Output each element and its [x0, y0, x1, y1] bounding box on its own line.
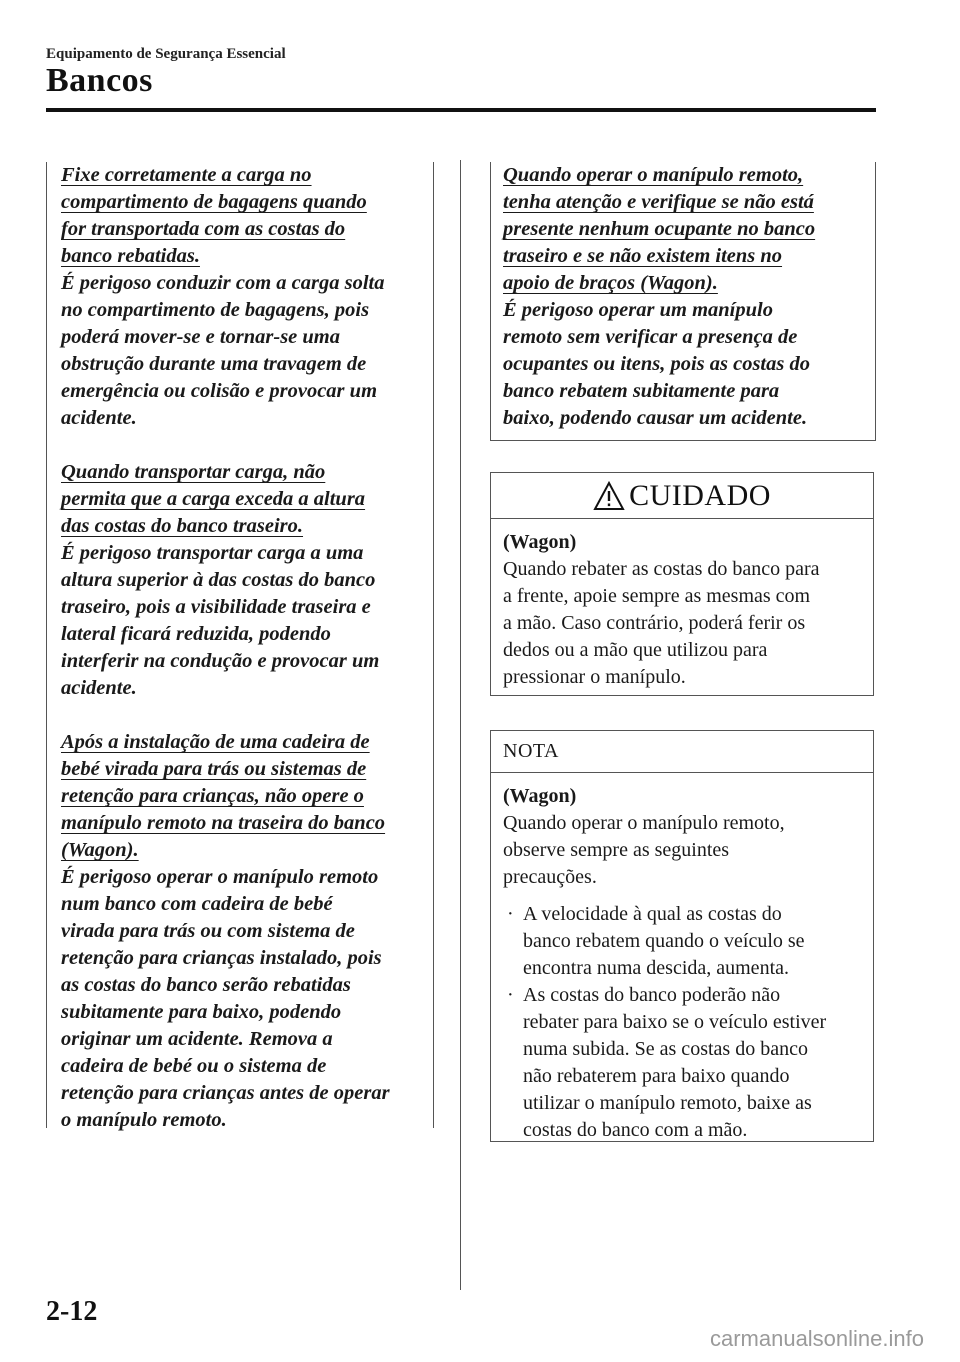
warning-body-line: no compartimento de bagagens, pois: [61, 299, 370, 321]
warning-title-line: tenha atenção e verifique se não está: [503, 191, 814, 213]
bullet-line: rebater para baixo se o veículo estiver: [523, 1011, 827, 1033]
left-warning-panel: [46, 162, 434, 1131]
caution-header: [491, 473, 873, 519]
warning-body-line: É perigoso conduzir com a carga solta: [61, 272, 385, 294]
warning-title-line: bebé virada para trás ou sistemas de: [61, 758, 367, 780]
warning-body-line: retenção para crianças antes de operar: [61, 1082, 390, 1104]
nota-line: precauções.: [503, 866, 597, 888]
bullet-line: numa subida. Se as costas do banco: [523, 1038, 808, 1060]
column-divider: [460, 160, 461, 1290]
nota-header: NOTA: [491, 731, 873, 773]
nota-line: Quando operar o manípulo remoto,: [503, 812, 785, 834]
caution-line: a mão. Caso contrário, poderá ferir os: [503, 612, 806, 634]
warning-title-line: presente nenhum ocupante no banco: [503, 218, 816, 240]
list-item: [503, 901, 861, 982]
bullet-line: costas do banco com a mão.: [523, 1119, 748, 1141]
warning-body-line: emergência ou colisão e provocar um: [61, 380, 378, 402]
caution-line: pressionar o manípulo.: [503, 666, 686, 688]
warning-body-line: as costas do banco serão rebatidas: [61, 974, 351, 996]
bullet-line: encontra numa descida, aumenta.: [523, 957, 789, 979]
warning-title-line: manípulo remoto na traseira do banco: [61, 812, 386, 834]
warning-body-line: altura superior à das costas do banco: [61, 569, 376, 591]
nota-subhead: (Wagon): [503, 785, 577, 807]
bullet-dot-icon: ·: [507, 984, 514, 1006]
nota-body: [491, 773, 873, 1144]
warning-title-line: das costas do banco traseiro.: [61, 515, 304, 537]
section-header: Equipamento de Segurança Essencial: [46, 46, 286, 62]
right-warning-panel: [490, 162, 876, 441]
bullet-dot-icon: ·: [507, 903, 514, 925]
caution-body: [491, 519, 873, 691]
warning-body-line: subitamente para baixo, podendo: [61, 1001, 342, 1023]
bullet-line: A velocidade à qual as costas do: [523, 903, 782, 925]
warning-body-line: poderá mover-se e tornar-se uma: [61, 326, 341, 348]
right-warning-text: [491, 162, 875, 432]
warning-title-line: apoio de braços (Wagon).: [503, 272, 718, 294]
warning-body-line: lateral ficará reduzida, podendo: [61, 623, 331, 645]
bullet-line: utilizar o manípulo remoto, baixe as: [523, 1092, 812, 1114]
caution-line: Quando rebater as costas do banco para: [503, 558, 820, 580]
nota-bullet-list: [503, 901, 861, 1144]
nota-line: observe sempre as seguintes: [503, 839, 730, 861]
warning-body-line: interferir na condução e provocar um: [61, 650, 380, 672]
warning-title-line: traseiro e se não existem itens no: [503, 245, 783, 267]
warning-title-line: Quando transportar carga, não: [61, 461, 326, 483]
bullet-line: banco rebatem quando o veículo se: [523, 930, 805, 952]
list-item: [503, 982, 861, 1144]
caution-subhead: (Wagon): [503, 531, 577, 553]
warning-title-line: (Wagon).: [61, 839, 139, 861]
warning-body-line: É perigoso transportar carga a uma: [61, 542, 364, 564]
warning-body-line: acidente.: [61, 677, 137, 699]
caution-heading: CUIDADO: [629, 478, 771, 512]
warning-body-line: É perigoso operar um manípulo: [503, 299, 773, 321]
warning-block: [503, 162, 871, 432]
page-number: 2-12: [46, 1296, 98, 1327]
warning-body-line: num banco com cadeira de bebé: [61, 893, 333, 915]
caution-line: dedos ou a mão que utilizou para: [503, 639, 768, 661]
nota-box: [490, 730, 874, 1142]
warning-body-line: traseiro, pois a visibilidade traseira e: [61, 596, 371, 618]
warning-title-line: compartimento de bagagens quando: [61, 191, 367, 213]
caution-line: a frente, apoie sempre as mesmas com: [503, 585, 811, 607]
warning-body-line: baixo, podendo causar um acidente.: [503, 407, 808, 429]
caution-box: [490, 472, 874, 696]
warning-body-line: É perigoso operar o manípulo remoto: [61, 866, 379, 888]
warning-title-line: permita que a carga exceda a altura: [61, 488, 366, 510]
warning-body-line: originar um acidente. Remova a: [61, 1028, 333, 1050]
warning-body-line: banco rebatem subitamente para: [503, 380, 780, 402]
warning-body-line: o manípulo remoto.: [61, 1109, 227, 1131]
left-warning-text: [47, 162, 433, 1134]
warning-body-line: cadeira de bebé ou o sistema de: [61, 1055, 327, 1077]
warning-body-line: obstrução durante uma travagem de: [61, 353, 367, 375]
warning-block: [61, 162, 429, 432]
warning-body-line: ocupantes ou itens, pois as costas do: [503, 353, 810, 375]
warning-title-line: Fixe corretamente a carga no: [61, 164, 312, 186]
header-rule: [46, 108, 876, 112]
bullet-line: não rebaterem para baixo quando: [523, 1065, 790, 1087]
warning-title-line: Quando operar o manípulo remoto,: [503, 164, 804, 186]
warning-body-line: virada para trás ou com sistema de: [61, 920, 355, 942]
warning-block: [61, 459, 429, 702]
warning-title-line: retenção para crianças, não opere o: [61, 785, 364, 807]
bullet-line: As costas do banco poderão não: [523, 984, 781, 1006]
warning-body-line: retenção para crianças instalado, pois: [61, 947, 382, 969]
page-title: Bancos: [46, 62, 153, 99]
warning-body-line: acidente.: [61, 407, 137, 429]
warning-block: [61, 729, 429, 1134]
warning-title-line: banco rebatidas.: [61, 245, 200, 267]
warning-title-line: Após a instalação de uma cadeira de: [61, 731, 370, 753]
warning-triangle-icon: [593, 481, 625, 511]
warning-title-line: for transportada com as costas do: [61, 218, 346, 240]
warning-body-line: remoto sem verificar a presença de: [503, 326, 798, 348]
watermark: carmanualsonline.info: [709, 1326, 924, 1351]
